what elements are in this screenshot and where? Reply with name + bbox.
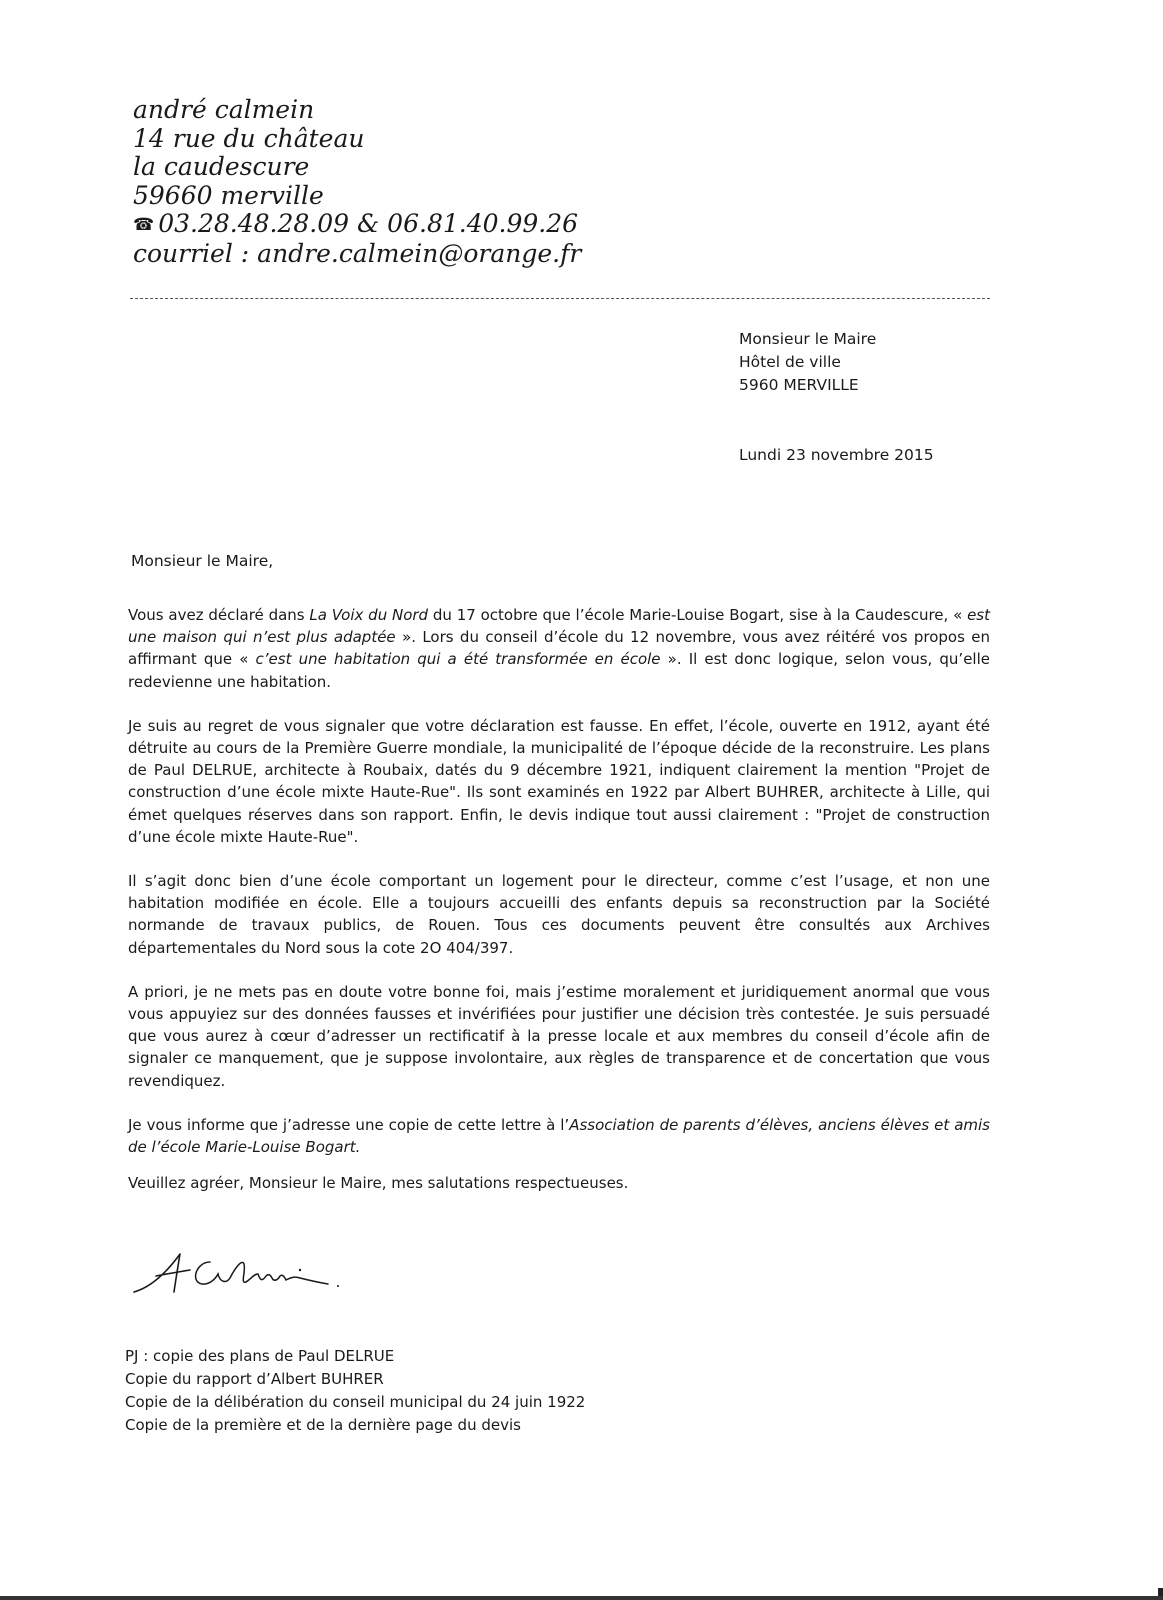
paragraph-5 [128, 1114, 990, 1158]
sender-address [133, 96, 581, 268]
quote-2: c’est une habitation qui a été transformée en école [255, 650, 661, 669]
newspaper-name: La Voix du Nord [309, 606, 429, 624]
salutation: Monsieur le Maire, [131, 552, 274, 570]
sender-email: courriel : andre.calmein@orange.fr [133, 238, 582, 268]
quote-1: est une maison qui n’est plus adaptée [128, 606, 991, 647]
paragraph-2: Je suis au regret de vous signaler que votre déclaration est fausse. En effet, l’école, ouverte en 1912, ayant été détruite au cours de la Première Guerre mondiale, la municipalité de l’époque décide de la reconstruire. Les plans de Paul DELRUE, architecte à Roubaix, datés du 9 décembre 1921, indiquent clairement la mention "Projet de construction d’une école mixte Haute-Rue". Ils sont examinés en 1922 par Albert BUHRER, architecte à Lille, qui émet quelques réserves dans son rapport. Enfin, le devis indique tout aussi clairement : "Projet de construction d’une école mixte Haute-Rue". [128, 716, 990, 846]
recipient-place: Hôtel de ville [739, 353, 841, 371]
header-divider [130, 298, 990, 299]
attachment-item: PJ : copie des plans de Paul DELRUE [125, 1347, 395, 1365]
paragraph-1 [128, 604, 990, 693]
p1-text-a: Vous avez déclaré dans [128, 606, 310, 624]
closing-formula: Veuillez agréer, Monsieur le Maire, mes salutations respectueuses. [128, 1174, 629, 1193]
p5-text-a: Je vous informe que j’adresse une copie de cette lettre à l’ [128, 1115, 570, 1134]
sender-locality: la caudescure [133, 152, 310, 181]
p1-text-g: ». Il est donc logique, selon vous, qu’elle redevienne une habitation. [128, 650, 990, 691]
paragraph-3: Il s’agit donc bien d’une école comportant un logement pour le directeur, comme c’est l’usage, et non une habitation modifiée en école. Elle a toujours accueilli des enfants depuis sa reconstruction par la Société normande de travaux publics, de Rouen. Tous ces documents peuvent être consultés aux Archives départementales du Nord sous la cote 2O 404/397. [128, 872, 990, 957]
sender-city: 59660 merville [133, 180, 324, 210]
handwritten-signature [130, 1248, 350, 1298]
scan-bottom-edge [0, 1596, 1163, 1600]
p1-text-e: ». Lors du conseil d’école du 12 novembre, vous avez réitéré vos propos en affirmant que « [128, 628, 991, 669]
sender-phones-line [133, 210, 581, 240]
recipient-city: 5960 MERVILLE [739, 376, 859, 394]
recipient-title: Monsieur le Maire [739, 330, 877, 348]
recipient-address [739, 328, 876, 397]
letter-date: Lundi 23 novembre 2015 [739, 446, 934, 464]
association-name: Association de parents d’élèves, anciens élèves et amis de l’école Marie-Louise Bogart. [128, 1115, 990, 1157]
attachment-item: Copie de la première et de la dernière page du devis [125, 1416, 521, 1434]
p1-text-c: du 17 octobre que l’école Marie-Louise Bogart, sise à la Caudescure, « [428, 606, 968, 624]
sender-name: andré calmein [133, 95, 315, 124]
paragraph-4: A priori, je ne mets pas en doute votre bonne foi, mais j’estime moralement et juridiquement anormal que vous vous appuyiez sur des données fausses et invérifiées pour justifier une décision très contestée. Je suis persuadé que vous aurez à cœur d’adresser un rectificatif à la presse locale et aux membres du conseil d’école afin de signaler ce manquement, que je suppose involontaire, aux règles de transparence et de concertation que vous revendiquez. [128, 982, 990, 1090]
sender-street: 14 rue du château [133, 123, 365, 153]
sender-phones: 03.28.48.28.09 & 06.81.40.99.26 [158, 209, 579, 238]
attachment-item: Copie du rapport d’Albert BUHRER [125, 1370, 384, 1388]
attachments-list [125, 1345, 585, 1437]
attachment-item: Copie de la délibération du conseil municipal du 24 juin 1922 [125, 1393, 586, 1411]
letter-body [128, 604, 990, 1216]
phone-icon: ☎ [133, 215, 155, 235]
